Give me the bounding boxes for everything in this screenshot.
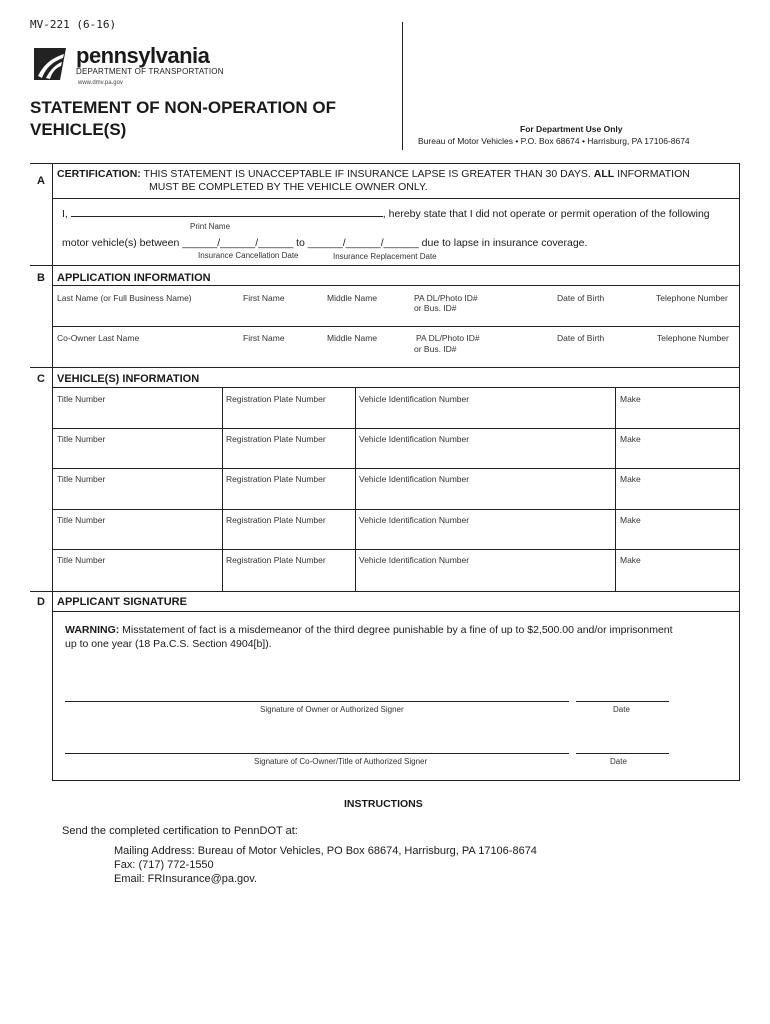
statement-line: I, , hereby state that I did not operate or permit operation of the following [62, 208, 710, 220]
title-number-label: Title Number [57, 394, 106, 404]
make-label: Make [620, 474, 641, 484]
bus-id-label: or Bus. ID# [414, 303, 457, 313]
coowner-bus-id-label: or Bus. ID# [414, 344, 457, 354]
section-d-top [30, 591, 740, 592]
instructions-heading: INSTRUCTIONS [344, 798, 423, 810]
print-name-field[interactable] [71, 207, 383, 217]
vin-label: Vehicle Identification Number [359, 555, 470, 565]
owner-signature-line[interactable] [65, 701, 569, 702]
section-d-title: APPLICANT SIGNATURE [57, 596, 187, 608]
make-label: Make [620, 434, 641, 444]
middle-name-label: Middle Name [327, 293, 378, 303]
instructions-send: Send the completed certification to PennDOT at: [62, 825, 298, 837]
section-d-letter: D [37, 596, 45, 608]
coowner-dl-id-label: PA DL/Photo ID# [416, 333, 480, 343]
title-number-label: Title Number [57, 434, 106, 444]
form-bottom-border [52, 780, 740, 781]
coowner-signature-line[interactable] [65, 753, 569, 754]
plate-number-label: Registration Plate Number [226, 555, 326, 565]
page-title-line1: STATEMENT OF NON-OPERATION OF [30, 98, 336, 117]
coowner-last-name-label: Co-Owner Last Name [57, 333, 140, 343]
form-code: MV-221 (6-16) [30, 18, 117, 31]
coowner-middle-name-label: Middle Name [327, 333, 378, 343]
title-number-label: Title Number [57, 555, 106, 565]
vin-label: Vehicle Identification Number [359, 434, 470, 444]
section-b-row-divider [52, 326, 740, 327]
make-label: Make [620, 555, 641, 565]
section-b-title: APPLICATION INFORMATION [57, 272, 211, 284]
instructions-mailing: Mailing Address: Bureau of Motor Vehicles, PO Box 68674, Harrisburg, PA 17106-8674 [114, 845, 537, 857]
vehicle-col-divider-3 [615, 387, 616, 591]
first-name-label: First Name [243, 293, 285, 303]
form-left-border [52, 163, 53, 780]
telephone-label: Telephone Number [656, 293, 728, 303]
warning-text-line2: up to one year (18 Pa.C.S. Section 4904[b]). [65, 638, 272, 650]
logo-url: www.dmv.pa.gov [78, 80, 123, 86]
section-d-header-line [52, 611, 740, 612]
coowner-date-line[interactable] [576, 753, 669, 754]
make-label: Make [620, 394, 641, 404]
section-b-letter: B [37, 272, 45, 284]
vehicle-row-divider [52, 428, 740, 429]
plate-number-label: Registration Plate Number [226, 474, 326, 484]
section-c-top [30, 367, 740, 368]
vin-label: Vehicle Identification Number [359, 515, 470, 525]
logo-name: pennsylvania [76, 43, 210, 68]
section-c-header-line [52, 387, 740, 388]
certification-text-line2: MUST BE COMPLETED BY THE VEHICLE OWNER ONLY. [149, 181, 428, 193]
instructions-fax: Fax: (717) 772-1550 [114, 859, 214, 871]
dl-id-label: PA DL/Photo ID# [414, 293, 478, 303]
header-divider [402, 22, 403, 150]
warning-text: WARNING: Misstatement of fact is a misdemeanor of the third degree punishable by a fine of up to $2,500.00 and/or imprisonment [65, 624, 673, 636]
section-a-letter: A [37, 175, 45, 187]
title-number-label: Title Number [57, 474, 106, 484]
coowner-first-name-label: First Name [243, 333, 285, 343]
print-name-label: Print Name [190, 222, 231, 231]
instructions-email: Email: FRInsurance@pa.gov. [114, 873, 258, 885]
vehicle-row-divider [52, 549, 740, 550]
certification-text: CERTIFICATION: THIS STATEMENT IS UNACCEPTABLE IF INSURANCE LAPSE IS GREATER THAN 30 DAYS. ALL INFORMATION [57, 168, 690, 180]
section-c-title: VEHICLE(S) INFORMATION [57, 373, 200, 385]
vin-label: Vehicle Identification Number [359, 474, 470, 484]
section-c-letter: C [37, 373, 45, 385]
coowner-telephone-label: Telephone Number [657, 333, 729, 343]
replacement-date-label: Insurance Replacement Date [333, 252, 437, 261]
logo-dept: DEPARTMENT OF TRANSPORTATION [76, 67, 224, 76]
bureau-address: Bureau of Motor Vehicles • P.O. Box 68674 • Harrisburg, PA 17106-8674 [418, 136, 690, 146]
dob-label: Date of Birth [557, 293, 605, 303]
cancellation-date-field[interactable]: ______/______/______ [182, 237, 294, 249]
vin-label: Vehicle Identification Number [359, 394, 470, 404]
owner-date-label: Date [613, 705, 630, 714]
dept-use-label: For Department Use Only [520, 124, 623, 134]
coowner-signature-label: Signature of Co-Owner/Title of Authorized Signer [254, 757, 428, 766]
make-label: Make [620, 515, 641, 525]
vehicle-col-divider-2 [355, 387, 356, 591]
replacement-date-field[interactable]: ______/______/______ [307, 237, 419, 249]
vehicle-row-divider [52, 509, 740, 510]
section-b-header-line [52, 285, 740, 286]
coowner-date-label: Date [610, 757, 627, 766]
vehicle-row-divider [52, 468, 740, 469]
plate-number-label: Registration Plate Number [226, 394, 326, 404]
section-b-top [30, 265, 740, 266]
plate-number-label: Registration Plate Number [226, 515, 326, 525]
last-name-label: Last Name (or Full Business Name) [57, 293, 192, 303]
cancellation-date-label: Insurance Cancellation Date [198, 251, 299, 260]
title-number-label: Title Number [57, 515, 106, 525]
page-title-line2: VEHICLE(S) [30, 120, 127, 139]
owner-date-line[interactable] [576, 701, 669, 702]
coowner-dob-label: Date of Birth [557, 333, 605, 343]
form-right-border [739, 163, 740, 780]
pa-keystone-logo-icon [30, 42, 70, 82]
section-a-divider [52, 198, 740, 199]
form-top-border [30, 163, 740, 164]
vehicle-col-divider-1 [222, 387, 223, 591]
vehicle-dates-line: motor vehicle(s) between ______/______/______ to ______/______/______ due to lapse in insurance coverage. [62, 237, 588, 249]
owner-signature-label: Signature of Owner or Authorized Signer [260, 705, 404, 714]
plate-number-label: Registration Plate Number [226, 434, 326, 444]
